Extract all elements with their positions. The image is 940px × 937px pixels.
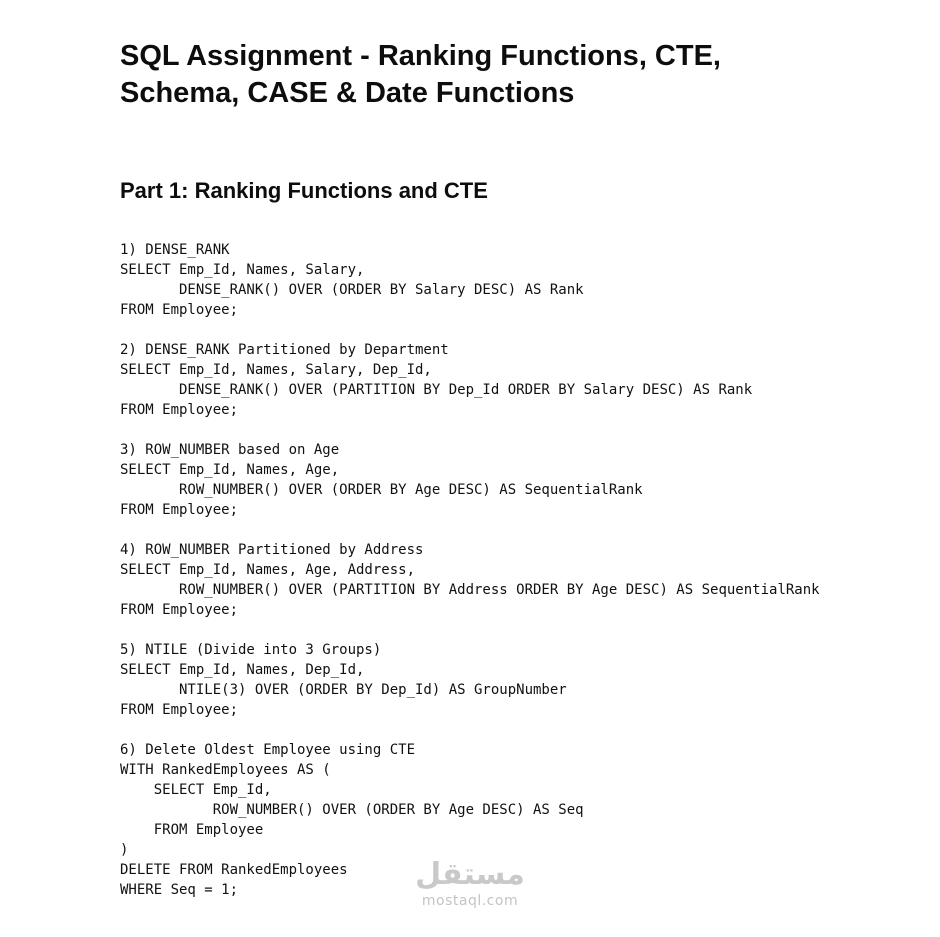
code-line: SELECT Emp_Id, Names, Dep_Id, bbox=[120, 662, 365, 678]
code-line: SELECT Emp_Id, bbox=[120, 782, 272, 798]
code-line: SELECT Emp_Id, Names, Salary, Dep_Id, bbox=[120, 362, 432, 378]
code-line: NTILE(3) OVER (ORDER BY Dep_Id) AS GroupNumber bbox=[120, 682, 567, 698]
code-line: FROM Employee; bbox=[120, 602, 239, 618]
code-blank-line bbox=[120, 420, 920, 440]
code-line: FROM Employee; bbox=[120, 402, 239, 418]
title-line-2: Schema, CASE & Date Functions bbox=[120, 77, 575, 109]
code-line: 5) NTILE (Divide into 3 Groups) bbox=[120, 642, 382, 658]
code-line: WITH RankedEmployees AS ( bbox=[120, 762, 331, 778]
code-line: DENSE_RANK() OVER (PARTITION BY Dep_Id ORDER BY Salary DESC) AS Rank bbox=[120, 382, 753, 398]
code-line: FROM Employee; bbox=[120, 702, 239, 718]
watermark-domain: mostaql.com bbox=[421, 893, 519, 909]
code-line: ) bbox=[120, 842, 129, 858]
code-line: 3) ROW_NUMBER based on Age bbox=[120, 442, 340, 458]
code-line: 4) ROW_NUMBER Partitioned by Address bbox=[120, 542, 424, 558]
code-line: DENSE_RANK() OVER (ORDER BY Salary DESC) AS Rank bbox=[120, 282, 584, 298]
watermark-logo: مستقل bbox=[415, 857, 525, 892]
code-line: FROM Employee bbox=[120, 822, 264, 838]
code-line: FROM Employee; bbox=[120, 502, 239, 518]
code-line: SELECT Emp_Id, Names, Age, Address, bbox=[120, 562, 416, 578]
code-blank-line bbox=[120, 520, 920, 540]
section-heading: Part 1: Ranking Functions and CTE bbox=[120, 178, 488, 203]
document-title bbox=[120, 38, 900, 112]
mostaql-watermark bbox=[408, 858, 532, 920]
code-line: FROM Employee; bbox=[120, 302, 239, 318]
code-line: WHERE Seq = 1; bbox=[120, 882, 239, 898]
code-blank-line bbox=[120, 720, 920, 740]
code-line: SELECT Emp_Id, Names, Age, bbox=[120, 462, 340, 478]
code-blank-line bbox=[120, 320, 920, 340]
sql-code-block bbox=[120, 240, 920, 900]
title-line-1: SQL Assignment - Ranking Functions, CTE, bbox=[120, 40, 721, 72]
code-line: DELETE FROM RankedEmployees bbox=[120, 862, 348, 878]
code-line: ROW_NUMBER() OVER (ORDER BY Age DESC) AS Seq bbox=[120, 802, 584, 818]
code-line: ROW_NUMBER() OVER (ORDER BY Age DESC) AS SequentialRank bbox=[120, 482, 643, 498]
code-line: 2) DENSE_RANK Partitioned by Department bbox=[120, 342, 449, 358]
code-line: SELECT Emp_Id, Names, Salary, bbox=[120, 262, 365, 278]
code-line: 1) DENSE_RANK bbox=[120, 242, 230, 258]
code-blank-line bbox=[120, 620, 920, 640]
code-line: ROW_NUMBER() OVER (PARTITION BY Address ORDER BY Age DESC) AS SequentialRank bbox=[120, 582, 820, 598]
code-line: 6) Delete Oldest Employee using CTE bbox=[120, 742, 416, 758]
